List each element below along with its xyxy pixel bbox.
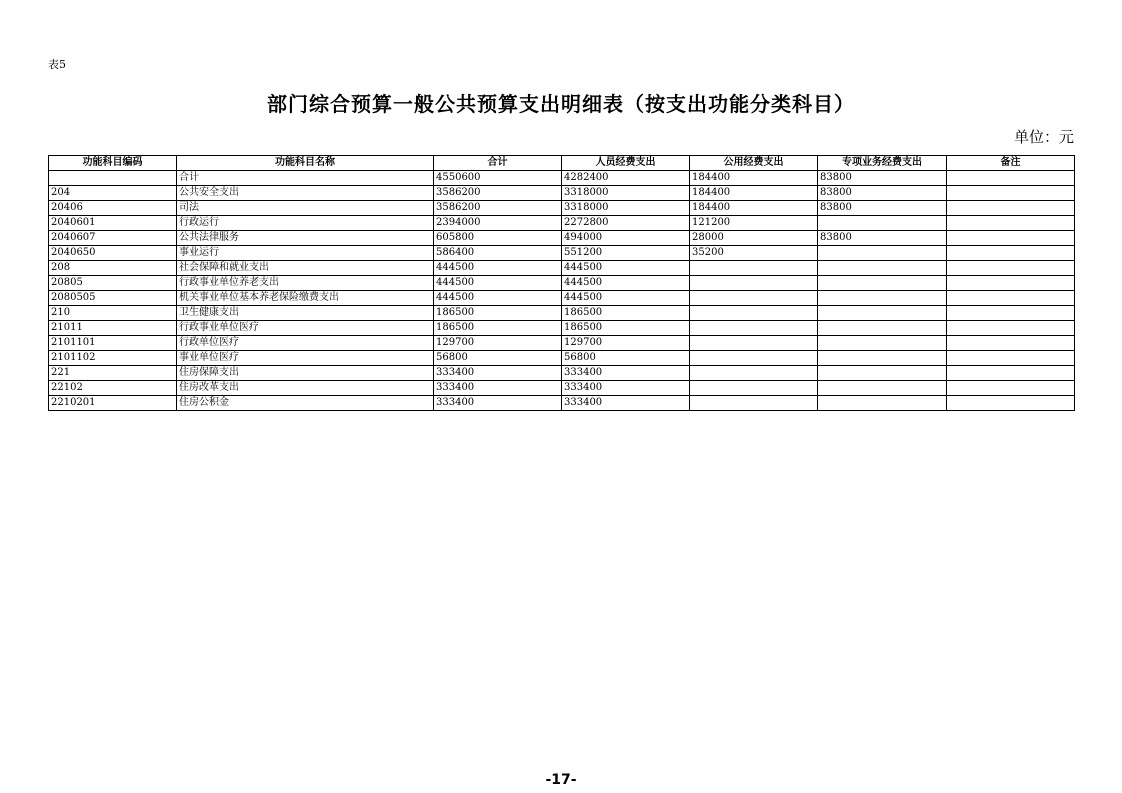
cell-total: 3586200	[434, 186, 562, 201]
cell-special-expense: 83800	[818, 186, 947, 201]
cell-note	[947, 201, 1075, 216]
cell-special-expense	[818, 321, 947, 336]
cell-note	[947, 216, 1075, 231]
document-title: 部门综合预算一般公共预算支出明细表（按支出功能分类科目）	[267, 92, 855, 116]
cell-special-expense	[818, 306, 947, 321]
cell-public-expense: 184400	[690, 171, 818, 186]
table-label: 表5	[48, 58, 66, 71]
cell-function-code: 2210201	[49, 396, 177, 411]
cell-function-code	[49, 171, 177, 186]
cell-function-name: 卫生健康支出	[177, 306, 434, 321]
cell-personnel-expense: 444500	[562, 291, 690, 306]
cell-function-code: 2080505	[49, 291, 177, 306]
cell-total: 444500	[434, 291, 562, 306]
cell-function-code: 21011	[49, 321, 177, 336]
cell-personnel-expense: 551200	[562, 246, 690, 261]
cell-special-expense	[818, 216, 947, 231]
table-header-row	[49, 156, 1075, 171]
cell-special-expense	[818, 366, 947, 381]
cell-special-expense	[818, 396, 947, 411]
cell-note	[947, 186, 1075, 201]
cell-note	[947, 261, 1075, 276]
table-row	[49, 171, 1075, 186]
table-row	[49, 201, 1075, 216]
table-row	[49, 216, 1075, 231]
cell-total: 586400	[434, 246, 562, 261]
cell-note	[947, 246, 1075, 261]
cell-special-expense: 83800	[818, 171, 947, 186]
cell-function-name: 司法	[177, 201, 434, 216]
cell-function-code: 204	[49, 186, 177, 201]
header-special-expense: 专项业务经费支出	[818, 156, 947, 171]
cell-special-expense	[818, 246, 947, 261]
cell-note	[947, 306, 1075, 321]
unit-label: 单位：元	[1013, 128, 1074, 146]
cell-personnel-expense: 56800	[562, 351, 690, 366]
table-row	[49, 366, 1075, 381]
table-row	[49, 396, 1075, 411]
cell-personnel-expense: 3318000	[562, 201, 690, 216]
cell-personnel-expense: 333400	[562, 396, 690, 411]
cell-function-name: 公共安全支出	[177, 186, 434, 201]
table-row	[49, 306, 1075, 321]
cell-function-code: 20406	[49, 201, 177, 216]
cell-function-code: 210	[49, 306, 177, 321]
page-number: -17-	[545, 772, 577, 788]
cell-special-expense: 83800	[818, 201, 947, 216]
cell-total: 2394000	[434, 216, 562, 231]
cell-special-expense	[818, 336, 947, 351]
cell-total: 186500	[434, 321, 562, 336]
cell-note	[947, 276, 1075, 291]
table-row	[49, 186, 1075, 201]
cell-public-expense: 35200	[690, 246, 818, 261]
cell-function-code: 2101102	[49, 351, 177, 366]
cell-special-expense: 83800	[818, 231, 947, 246]
cell-note	[947, 366, 1075, 381]
cell-function-name: 事业运行	[177, 246, 434, 261]
cell-personnel-expense: 444500	[562, 276, 690, 291]
header-public-expense: 公用经费支出	[690, 156, 818, 171]
cell-total: 333400	[434, 381, 562, 396]
cell-function-name: 行政事业单位医疗	[177, 321, 434, 336]
table-row	[49, 261, 1075, 276]
cell-total: 444500	[434, 261, 562, 276]
cell-note	[947, 231, 1075, 246]
table-row	[49, 336, 1075, 351]
cell-function-name: 住房保障支出	[177, 366, 434, 381]
cell-total: 129700	[434, 336, 562, 351]
cell-personnel-expense: 444500	[562, 261, 690, 276]
cell-function-code: 208	[49, 261, 177, 276]
cell-total: 56800	[434, 351, 562, 366]
cell-function-name: 住房公积金	[177, 396, 434, 411]
cell-special-expense	[818, 276, 947, 291]
cell-note	[947, 336, 1075, 351]
cell-public-expense	[690, 276, 818, 291]
cell-personnel-expense: 2272800	[562, 216, 690, 231]
cell-special-expense	[818, 351, 947, 366]
cell-public-expense	[690, 351, 818, 366]
cell-special-expense	[818, 381, 947, 396]
cell-total: 333400	[434, 396, 562, 411]
cell-public-expense	[690, 261, 818, 276]
cell-public-expense: 184400	[690, 201, 818, 216]
cell-special-expense	[818, 261, 947, 276]
cell-function-code: 2040607	[49, 231, 177, 246]
cell-personnel-expense: 186500	[562, 306, 690, 321]
cell-total: 186500	[434, 306, 562, 321]
cell-note	[947, 321, 1075, 336]
cell-public-expense: 184400	[690, 186, 818, 201]
cell-function-code: 2040650	[49, 246, 177, 261]
cell-function-code: 2040601	[49, 216, 177, 231]
cell-public-expense	[690, 321, 818, 336]
table-body	[49, 171, 1075, 411]
cell-special-expense	[818, 291, 947, 306]
cell-function-name: 行政运行	[177, 216, 434, 231]
cell-public-expense: 28000	[690, 231, 818, 246]
header-note: 备注	[947, 156, 1075, 171]
cell-total: 3586200	[434, 201, 562, 216]
cell-personnel-expense: 4282400	[562, 171, 690, 186]
cell-public-expense	[690, 381, 818, 396]
cell-personnel-expense: 186500	[562, 321, 690, 336]
cell-total: 605800	[434, 231, 562, 246]
table-row	[49, 381, 1075, 396]
cell-public-expense: 121200	[690, 216, 818, 231]
table-row	[49, 291, 1075, 306]
cell-personnel-expense: 129700	[562, 336, 690, 351]
cell-function-name: 公共法律服务	[177, 231, 434, 246]
cell-function-name: 行政单位医疗	[177, 336, 434, 351]
header-function-name: 功能科目名称	[177, 156, 434, 171]
table-row	[49, 351, 1075, 366]
cell-personnel-expense: 494000	[562, 231, 690, 246]
cell-note	[947, 396, 1075, 411]
budget-table	[48, 155, 1075, 411]
cell-public-expense	[690, 396, 818, 411]
table-row	[49, 246, 1075, 261]
cell-public-expense	[690, 336, 818, 351]
cell-total: 444500	[434, 276, 562, 291]
cell-personnel-expense: 3318000	[562, 186, 690, 201]
cell-function-code: 2101101	[49, 336, 177, 351]
cell-public-expense	[690, 306, 818, 321]
cell-personnel-expense: 333400	[562, 366, 690, 381]
header-personnel-expense: 人员经费支出	[562, 156, 690, 171]
cell-note	[947, 381, 1075, 396]
cell-function-name: 住房改革支出	[177, 381, 434, 396]
cell-note	[947, 171, 1075, 186]
cell-function-name: 事业单位医疗	[177, 351, 434, 366]
cell-function-code: 22102	[49, 381, 177, 396]
header-total: 合计	[434, 156, 562, 171]
table-row	[49, 321, 1075, 336]
table-row	[49, 276, 1075, 291]
cell-note	[947, 351, 1075, 366]
cell-public-expense	[690, 291, 818, 306]
cell-function-name: 社会保障和就业支出	[177, 261, 434, 276]
cell-public-expense	[690, 366, 818, 381]
cell-function-name: 合计	[177, 171, 434, 186]
cell-function-name: 机关事业单位基本养老保险缴费支出	[177, 291, 434, 306]
cell-total: 333400	[434, 366, 562, 381]
cell-note	[947, 291, 1075, 306]
cell-function-name: 行政事业单位养老支出	[177, 276, 434, 291]
table-row	[49, 231, 1075, 246]
header-function-code: 功能科目编码	[49, 156, 177, 171]
cell-function-code: 20805	[49, 276, 177, 291]
cell-personnel-expense: 333400	[562, 381, 690, 396]
cell-total: 4550600	[434, 171, 562, 186]
cell-function-code: 221	[49, 366, 177, 381]
